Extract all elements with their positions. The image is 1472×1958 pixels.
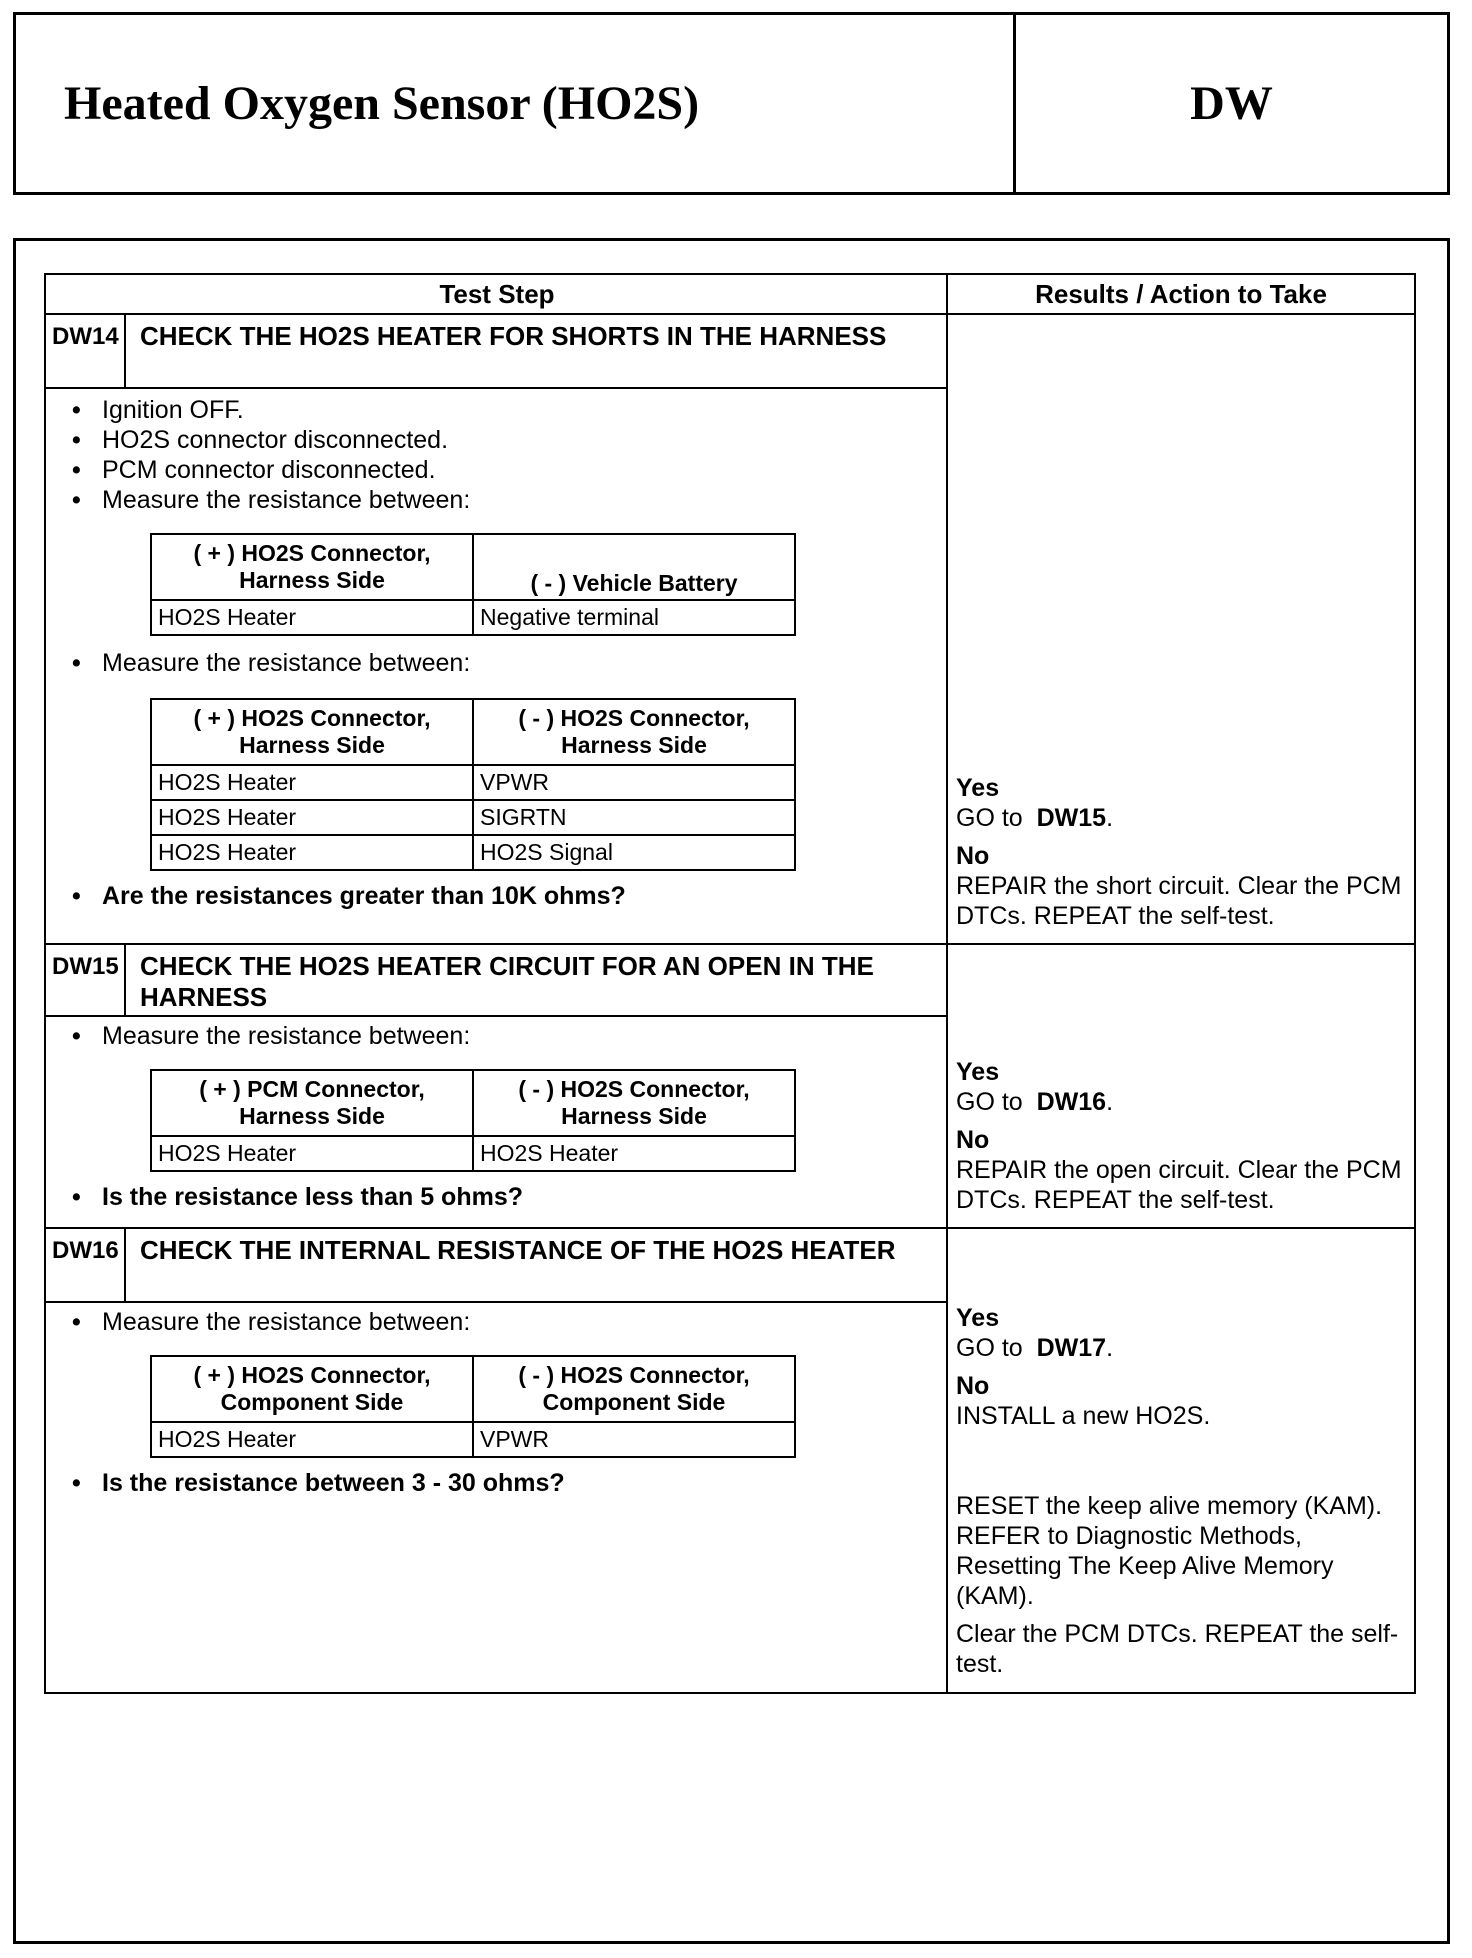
measurement-table xyxy=(150,698,796,871)
no-action: INSTALL a new HO2S. xyxy=(956,1402,1211,1430)
step-number: DW15 xyxy=(46,945,126,1015)
go-to-target: DW15 xyxy=(1036,804,1107,832)
bullet-item: • Measure the resistance between: xyxy=(46,485,946,515)
results-dw15 xyxy=(956,1057,1412,1215)
go-to-end: . xyxy=(1106,1088,1114,1116)
table-cell: SIGRTN xyxy=(473,800,795,835)
measurement-table xyxy=(150,1355,796,1458)
go-to-end: . xyxy=(1106,1334,1114,1362)
bullet-item: • Measure the resistance between: xyxy=(46,1021,946,1051)
step-header xyxy=(46,1229,946,1303)
test-step-dw15 xyxy=(46,945,946,1212)
no-label: No xyxy=(956,1126,990,1154)
step-question xyxy=(46,1468,946,1498)
section-code: DW xyxy=(1190,77,1273,130)
go-to-target: DW17 xyxy=(1036,1334,1107,1362)
step-bullets xyxy=(46,648,946,678)
measurement-table xyxy=(150,533,796,636)
step-bullets xyxy=(46,1021,946,1051)
yes-action xyxy=(956,1087,1412,1117)
step-title: CHECK THE HO2S HEATER FOR SHORTS IN THE HARNESS xyxy=(140,321,887,351)
diagnostic-table xyxy=(44,273,1416,1694)
bullet-item: • Measure the resistance between: xyxy=(46,1307,946,1337)
table-cell: HO2S Heater xyxy=(151,1422,473,1457)
bullet-item: • HO2S connector disconnected. xyxy=(46,425,946,455)
no-label: No xyxy=(956,842,990,870)
column-divider xyxy=(946,275,948,1692)
table-header-cell: ( - ) Vehicle Battery xyxy=(473,534,795,600)
step-number: DW16 xyxy=(46,1229,126,1301)
table-cell: HO2S Heater xyxy=(151,765,473,800)
table-cell: VPWR xyxy=(473,765,795,800)
go-to-target: DW16 xyxy=(1036,1088,1107,1116)
yes-action xyxy=(956,803,1412,833)
table-cell: HO2S Heater xyxy=(151,800,473,835)
table-header-cell: ( + ) HO2S Connector, Component Side xyxy=(151,1356,473,1422)
question-text: • Is the resistance less than 5 ohms? xyxy=(46,1182,946,1212)
results-dw14 xyxy=(956,773,1412,931)
bullet-item: • PCM connector disconnected. xyxy=(46,455,946,485)
yes-label: Yes xyxy=(956,1304,1000,1332)
table-cell: HO2S Heater xyxy=(151,1136,473,1171)
step-title: CHECK THE INTERNAL RESISTANCE OF THE HO2S HEATER xyxy=(140,1235,896,1265)
bullet-item: • Ignition OFF. xyxy=(46,395,946,425)
reset-kam-text: RESET the keep alive memory (KAM). REFER to Diagnostic Methods, Resetting The Keep Alive Memory (KAM). xyxy=(956,1492,1383,1610)
test-step-dw14 xyxy=(46,315,946,911)
table-header-cell: ( + ) HO2S Connector, Harness Side xyxy=(151,534,473,600)
step-header xyxy=(46,945,946,1017)
test-step-dw16 xyxy=(46,1229,946,1498)
table-header-cell: ( - ) HO2S Connector, Component Side xyxy=(473,1356,795,1422)
results-dw16 xyxy=(956,1303,1412,1679)
page-header xyxy=(13,12,1450,195)
table-cell: VPWR xyxy=(473,1422,795,1457)
step-question xyxy=(46,881,946,911)
table-cell: HO2S Heater xyxy=(473,1136,795,1171)
step-question xyxy=(46,1182,946,1212)
column-header-test-step: Test Step xyxy=(46,275,948,315)
table-cell: HO2S Signal xyxy=(473,835,795,870)
measurement-table xyxy=(150,1069,796,1172)
bullet-item: • Measure the resistance between: xyxy=(46,648,946,678)
table-cell: HO2S Heater xyxy=(151,835,473,870)
yes-label: Yes xyxy=(956,774,1000,802)
go-to-text: GO to xyxy=(956,804,1023,832)
page-title: Heated Oxygen Sensor (HO2S) xyxy=(16,15,1016,192)
table-header-cell: ( + ) PCM Connector, Harness Side xyxy=(151,1070,473,1136)
step-bullets xyxy=(46,395,946,515)
step-number: DW14 xyxy=(46,315,126,387)
table-cell: HO2S Heater xyxy=(151,600,473,635)
no-label: No xyxy=(956,1372,990,1400)
go-to-text: GO to xyxy=(956,1088,1023,1116)
question-text: • Are the resistances greater than 10K ohms? xyxy=(46,881,946,911)
go-to-end: . xyxy=(1106,804,1114,832)
question-text: • Is the resistance between 3 - 30 ohms? xyxy=(46,1468,946,1498)
step-bullets xyxy=(46,1307,946,1337)
step-title: CHECK THE HO2S HEATER CIRCUIT FOR AN OPEN IN THE HARNESS xyxy=(140,951,874,1012)
no-action: REPAIR the open circuit. Clear the PCM DTCs. REPEAT the self-test. xyxy=(956,1156,1402,1214)
table-cell: Negative terminal xyxy=(473,600,795,635)
yes-action xyxy=(956,1333,1412,1363)
clear-dtc-text: Clear the PCM DTCs. REPEAT the self-test. xyxy=(956,1620,1399,1678)
column-header-results: Results / Action to Take xyxy=(948,275,1414,315)
step-header xyxy=(46,315,946,389)
table-header-cell: ( - ) HO2S Connector, Harness Side xyxy=(473,1070,795,1136)
no-action: REPAIR the short circuit. Clear the PCM DTCs. REPEAT the self-test. xyxy=(956,872,1402,930)
go-to-text: GO to xyxy=(956,1334,1023,1362)
table-header-cell: ( + ) HO2S Connector, Harness Side xyxy=(151,699,473,765)
table-header-cell: ( - ) HO2S Connector, Harness Side xyxy=(473,699,795,765)
yes-label: Yes xyxy=(956,1058,1000,1086)
